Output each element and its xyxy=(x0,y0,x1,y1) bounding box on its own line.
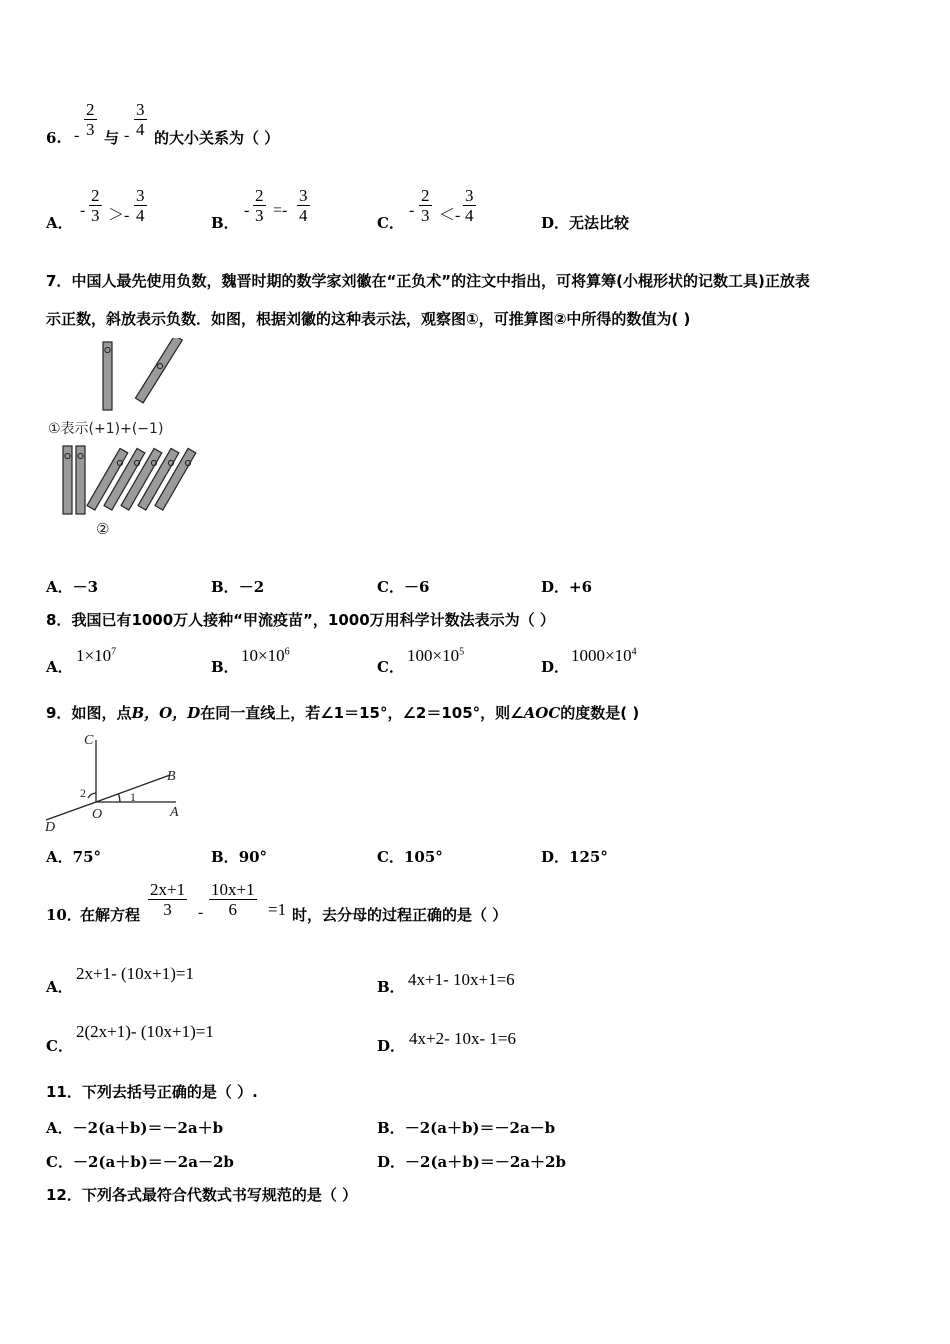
q6-frac-a: $\frac{2}{3}$ xyxy=(86,100,95,139)
q9-option-d[interactable]: D．125° xyxy=(541,848,608,866)
q6-option-a[interactable]: A． - $\frac{2}{3}$ ＞- $\frac{3}{4}$ xyxy=(46,186,145,232)
q6-stem-text: 的大小关系为（ ） xyxy=(154,129,280,147)
label-c: C xyxy=(84,733,94,748)
label-angle-1: 1 xyxy=(130,790,136,804)
q7-option-a[interactable]: A．－3 xyxy=(46,578,99,596)
q7-option-d[interactable]: D．+6 xyxy=(541,578,593,596)
q6-with: 与 xyxy=(104,129,120,147)
q9-option-b[interactable]: B．90° xyxy=(211,848,268,866)
q11-stem: 11．下列去括号正确的是（ ）. xyxy=(46,1083,258,1101)
q10-stem: 10． 在解方程 $\frac{2x+1}{3}$ - $\frac{10x+1}{6}$ =1 时，去分母的过程正确的是（ ） xyxy=(46,880,508,924)
label-b: B xyxy=(167,769,176,784)
label-a: A xyxy=(170,805,179,820)
q7-line1: 7．中国人最先使用负数，魏晋时期的数学家刘徽在“正负术”的注文中指出，可将算筹(小棍形状的记数工具)正放表 xyxy=(46,272,810,290)
q7-option-b[interactable]: B．－2 xyxy=(211,578,265,596)
q11-option-d[interactable]: D．－2(a＋b)＝－2a＋2b xyxy=(377,1153,566,1171)
q7-line2: 示正数，斜放表示负数．如图，根据刘徽的这种表示法，观察图①，可推算图②中所得的数值为( ) xyxy=(46,310,691,328)
label-d: D xyxy=(45,820,56,834)
q6-option-d[interactable]: D．无法比较 xyxy=(541,214,630,232)
q7-figure2-label: ② xyxy=(96,520,110,538)
q9-angle-figure xyxy=(42,730,184,834)
q7-figure-caption: ①表示(+1)+(−1) xyxy=(48,421,164,437)
q11-option-c[interactable]: C．－2(a＋b)＝－2a－2b xyxy=(46,1153,234,1171)
q6-frac-a-sign: - xyxy=(74,127,80,144)
q10-frac-1: $\frac{2x+1}{3}$ xyxy=(150,880,186,919)
q11-option-a[interactable]: A．－2(a＋b)＝－2a＋b xyxy=(46,1119,224,1137)
q6-frac-b: $\frac{3}{4}$ xyxy=(136,100,145,139)
q6-option-b[interactable]: B． - $\frac{2}{3}$ =- $\frac{3}{4}$ xyxy=(211,186,308,232)
q9-option-c[interactable]: C．105° xyxy=(377,848,443,866)
rod-upright xyxy=(63,446,72,514)
rod-upright xyxy=(76,446,85,514)
q6-frac-b-sign: - xyxy=(124,127,130,144)
label-o: O xyxy=(92,807,103,822)
q10-frac-2: $\frac{10x+1}{6}$ xyxy=(211,880,255,919)
rod-slanted xyxy=(135,338,182,403)
q9-stem: 9．如图，点B，O，D在同一直线上，若∠1＝15°，∠2＝105°，则∠AOC的度数是( ) xyxy=(46,704,640,722)
q7-counting-rods-figure xyxy=(44,338,204,543)
q12-stem: 12．下列各式最符合代数式书写规范的是（ ） xyxy=(46,1186,358,1204)
q9-option-a[interactable]: A．75° xyxy=(46,848,102,866)
ray-od xyxy=(46,802,96,820)
q6-option-c[interactable]: C． - $\frac{2}{3}$ ＜- $\frac{3}{4}$ xyxy=(377,186,474,232)
q7-option-c[interactable]: C．－6 xyxy=(377,578,430,596)
label-angle-2: 2 xyxy=(80,786,86,800)
q8-stem: 8．我国已有1000万人接种“甲流疫苗”，1000万用科学计数法表示为（ ） xyxy=(46,611,555,629)
q6-number: 6. xyxy=(46,129,62,147)
q11-option-b[interactable]: B．－2(a＋b)＝－2a－b xyxy=(377,1119,556,1137)
